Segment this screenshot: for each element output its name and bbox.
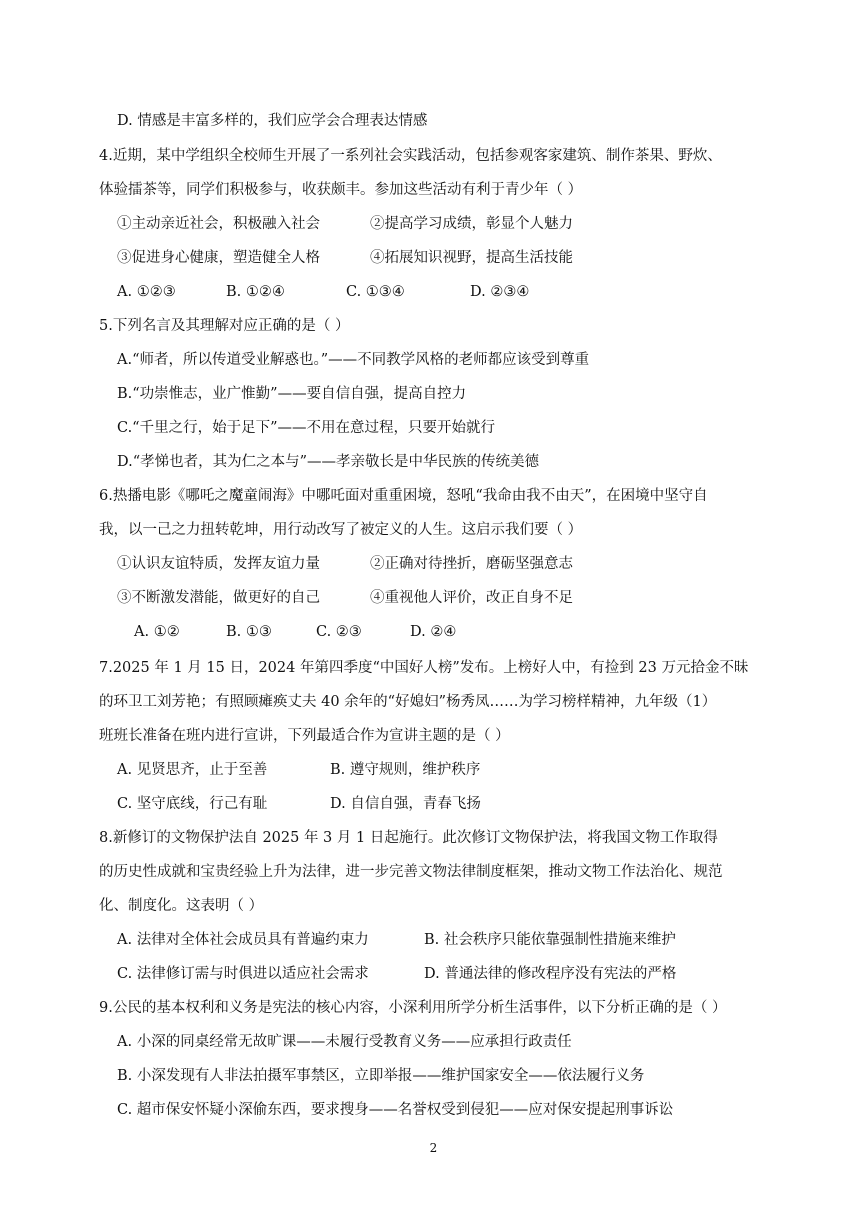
q4-option-b: B. ①②④ [226, 284, 285, 300]
q8-option-a: A. 法律对全体社会成员具有普遍约束力 [117, 932, 369, 948]
q8-stem-line2: 的历史性成就和宝贵经验上升为法律，进一步完善文物法律制度框架，推动文物工作法治化、规范 [99, 864, 723, 880]
q6-item-1: ①认识友谊特质，发挥友谊力量 [117, 556, 320, 572]
q5-stem: 5.下列名言及其理解对应正确的是（ ） [99, 318, 350, 334]
q7-option-b: B. 遵守规则，维护秩序 [330, 762, 481, 778]
q4-option-d: D. ②③④ [470, 284, 530, 300]
q6-option-a: A. ①② [134, 624, 180, 640]
q5-option-d: D.“孝悌也者，其为仁之本与”——孝亲敬长是中华民族的传统美德 [117, 454, 540, 470]
q5-option-a: A.“师者，所以传道受业解惑也。”——不同教学风格的老师都应该受到尊重 [117, 352, 590, 368]
q4-stem-line2: 体验擂茶等，同学们积极参与，收获颇丰。参加这些活动有利于青少年（ ） [99, 182, 583, 198]
q4-item-4: ④拓展知识视野，提高生活技能 [370, 250, 573, 266]
q6-option-b: B. ①③ [226, 624, 272, 640]
q8-option-d: D. 普通法律的修改程序没有宪法的严格 [424, 966, 677, 982]
q8-option-b: B. 社会秩序只能依靠强制性措施来维护 [424, 932, 676, 948]
q3-option-d: D. 情感是丰富多样的，我们应学会合理表达情感 [117, 113, 428, 129]
q7-option-d: D. 自信自强，青春飞扬 [330, 796, 481, 812]
q6-stem-line2: 我，以一己之力扭转乾坤，用行动改写了被定义的人生。这启示我们要（ ） [99, 522, 583, 538]
q9-option-c: C. 超市保安怀疑小深偷东西，要求搜身——名誉权受到侵犯——应对保安提起刑事诉讼 [117, 1102, 674, 1118]
q4-item-2: ②提高学习成绩，彰显个人魅力 [370, 216, 573, 232]
q6-item-4: ④重视他人评价，改正自身不足 [370, 590, 573, 606]
q9-option-b: B. 小深发现有人非法拍摄军事禁区，立即举报——维护国家安全——依法履行义务 [117, 1068, 645, 1084]
page-number: 2 [429, 1141, 438, 1155]
q7-stem-line3: 班班长准备在班内进行宣讲，下列最适合作为宣讲主题的是（ ） [99, 728, 510, 744]
q7-option-a: A. 见贤思齐，止于至善 [117, 762, 268, 778]
q8-stem-line3: 化、制度化。这表明（ ） [99, 898, 264, 914]
q4-option-c: C. ①③④ [346, 284, 405, 300]
q6-option-d: D. ②④ [410, 624, 457, 640]
q4-item-3: ③促进身心健康，塑造健全人格 [117, 250, 320, 266]
q9-stem: 9.公民的基本权利和义务是宪法的核心内容，小深利用所学分析生活事件，以下分析正确的是（ ） [99, 1000, 727, 1016]
q8-option-c: C. 法律修订需与时俱进以适应社会需求 [117, 966, 369, 982]
q6-item-2: ②正确对待挫折，磨砺坚强意志 [370, 556, 573, 572]
q4-option-a: A. ①②③ [117, 284, 176, 300]
q4-stem-line1: 4.近期，某中学组织全校师生开展了一系列社会实践活动，包括参观客家建筑、制作茶果、野炊、 [99, 148, 722, 164]
q8-stem-line1: 8.新修订的文物保护法自 2025 年 3 月 1 日起施行。此次修订文物保护法，将我国文物工作取得 [99, 830, 718, 846]
q7-stem-line1: 7.2025 年 1 月 15 日，2024 年第四季度“中国好人榜”发布。上榜好人中，有捡到 23 万元拾金不昧 [99, 660, 749, 676]
q7-option-c: C. 坚守底线，行己有耻 [117, 796, 268, 812]
q6-option-c: C. ②③ [316, 624, 362, 640]
q5-option-b: B.“功崇惟志，业广惟勤”——要自信自强，提高自控力 [117, 386, 467, 402]
q5-option-c: C.“千里之行，始于足下”——不用在意过程，只要开始就行 [117, 420, 496, 436]
q9-option-a: A. 小深的同桌经常无故旷课——未履行受教育义务——应承担行政责任 [117, 1034, 572, 1050]
q6-item-3: ③不断激发潜能，做更好的自己 [117, 590, 320, 606]
q6-stem-line1: 6.热播电影《哪吒之魔童闹海》中哪吒面对重重困境，怒吼“我命由我不由天”，在困境中坚守自 [99, 488, 708, 504]
q4-item-1: ①主动亲近社会，积极融入社会 [117, 216, 320, 232]
q7-stem-line2: 的环卫工刘芳艳；有照顾瘫痪丈夫 40 余年的“好媳妇”杨秀凤……为学习榜样精神，九年级（1） [99, 694, 717, 710]
